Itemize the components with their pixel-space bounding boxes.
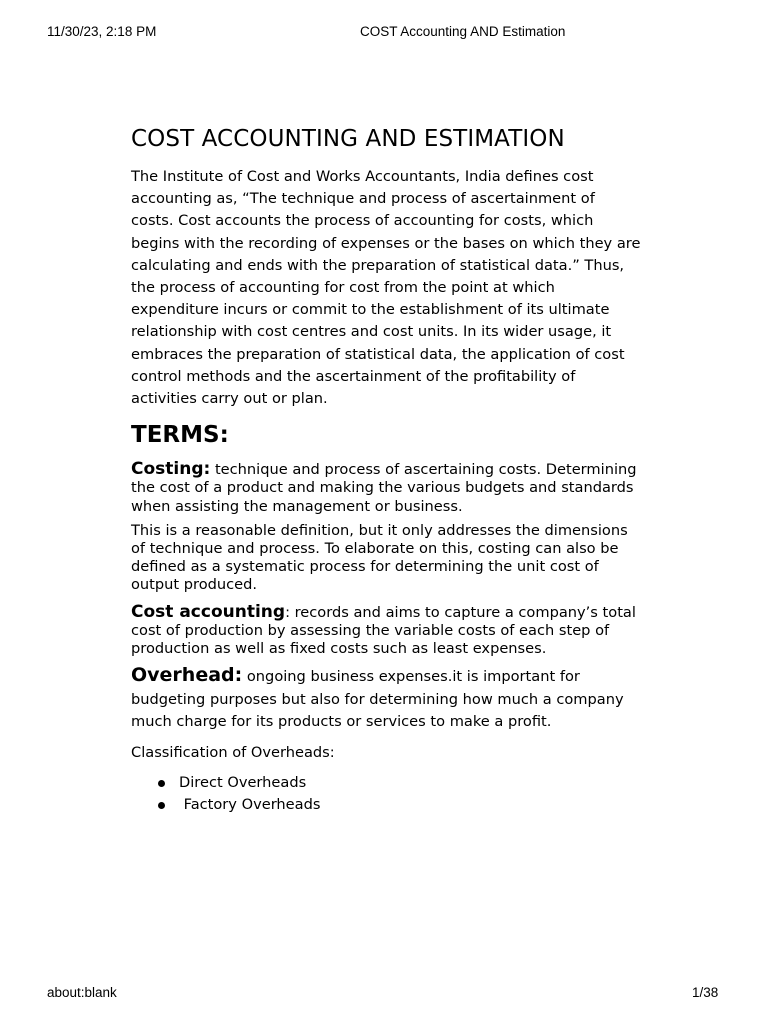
page-title: COST ACCOUNTING AND ESTIMATION bbox=[131, 126, 565, 152]
classification-heading: Classification of Overheads: bbox=[131, 743, 335, 761]
cost-accounting-paragraph bbox=[131, 603, 641, 659]
costing-paragraph bbox=[131, 460, 641, 516]
terms-heading: TERMS: bbox=[131, 422, 229, 449]
footer-url: about:blank bbox=[47, 985, 117, 1000]
overhead-paragraph bbox=[131, 664, 641, 734]
intro-paragraph: The Institute of Cost and Works Accountants, India defines cost accounting as, “The technique and process of ascertainment of costs. Cost accounts the process of accounting for costs, which begins with the recording of expenses or the bases on which they are calculating and ends with the preparation of statistical data.” Thus, the process of accounting for cost from the point at which expenditure incurs or commit to the establishment of its ultimate relationship with cost centres and cost units. In its wider usage, it embraces the preparation of statistical data, the application of cost control methods and the ascertainment of the profitability of activities carry out or plan. bbox=[131, 168, 641, 408]
bullet-icon bbox=[158, 780, 165, 787]
list-item bbox=[158, 772, 641, 794]
costing-term: Costing: bbox=[131, 459, 211, 480]
page-number: 1/38 bbox=[692, 985, 719, 1000]
reasonable-paragraph: This is a reasonable definition, but it only addresses the dimensions of technique and process. To elaborate on this, costing can also be defined as a systematic process for determining the unit cost of output produced. bbox=[131, 521, 628, 594]
list-item-label: Factory Overheads bbox=[179, 795, 321, 813]
overheads-list bbox=[131, 772, 641, 816]
bullet-icon bbox=[158, 802, 165, 809]
overhead-definition: ongoing business expenses.it is important for budgeting purposes but also for determining how much a company much charge for its products or services to make a profit. bbox=[131, 668, 624, 731]
cost-accounting-definition: : records and aims to capture a company’s total cost of production by assessing the variable costs of each step of production as well as fixed costs such as least expenses. bbox=[131, 603, 636, 658]
cost-accounting-term: Cost accounting bbox=[131, 601, 286, 622]
header-datetime: 11/30/23, 2:18 PM bbox=[47, 24, 157, 39]
header-doc-title: COST Accounting AND Estimation bbox=[360, 24, 566, 39]
list-item bbox=[158, 794, 641, 816]
page-content bbox=[131, 124, 641, 816]
overhead-term: Overhead: bbox=[131, 664, 243, 687]
list-item-label: Direct Overheads bbox=[179, 773, 307, 791]
costing-definition: technique and process of ascertaining costs. Determining the cost of a product and making the various budgets and standards when assisting the management or business. bbox=[131, 461, 637, 515]
